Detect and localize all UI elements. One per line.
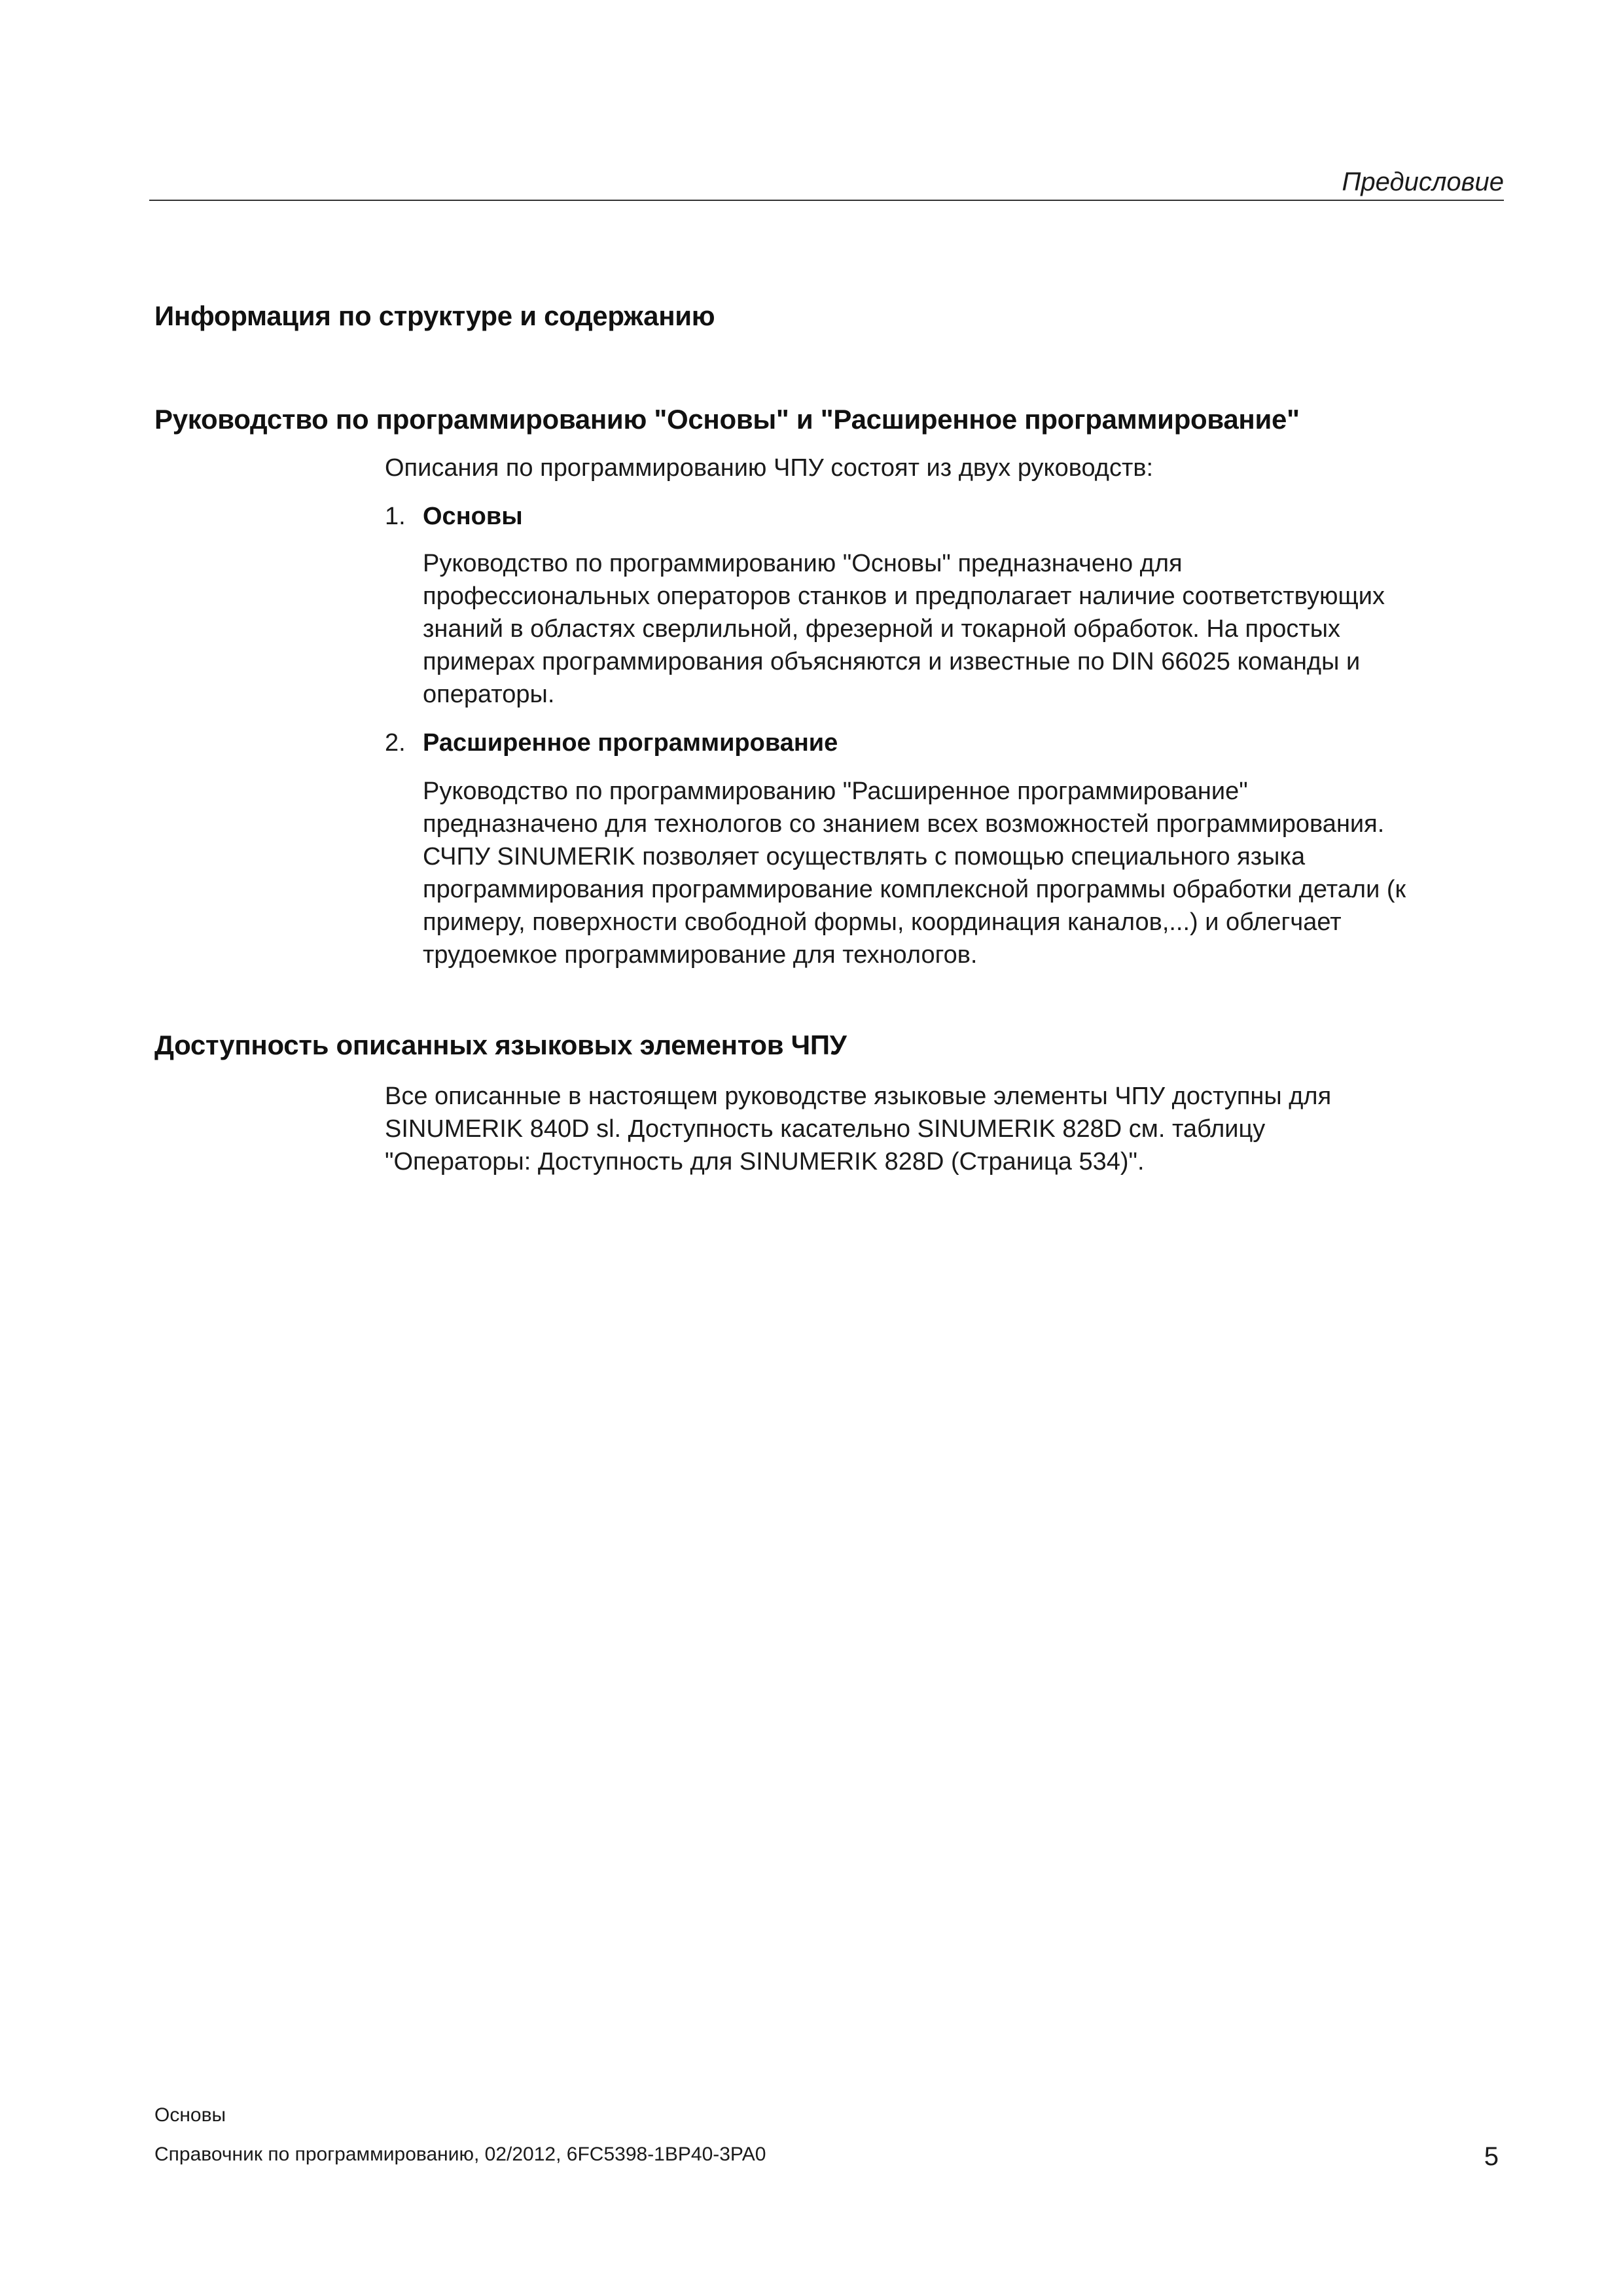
body-line: программирования программирование комплексной программы обработки детали (к [423, 876, 1406, 903]
body-line: примеру, поверхности свободной формы, координация каналов,...) и облегчает [423, 908, 1342, 936]
body-line: СЧПУ SINUMERIK позволяет осуществлять с помощью специального языка [423, 843, 1306, 870]
running-header: Предисловие [1342, 168, 1504, 196]
list-item-title-advanced: Расширенное программирование [423, 729, 838, 757]
body-line: знаний в областях сверлильной, фрезерной и токарной обработок. На простых [423, 615, 1341, 643]
body-line: предназначено для технологов со знанием всех возможностей программирования. [423, 810, 1385, 838]
body-line: трудоемкое программирование для технологов. [423, 941, 978, 969]
body-line: Руководство по программированию "Расширенное программирование" [423, 778, 1248, 805]
body-line: примерах программирования объясняются и известные по DIN 66025 команды и [423, 648, 1361, 675]
header-rule [149, 200, 1504, 201]
body-line: операторы. [423, 681, 555, 708]
footer-doc-info: Справочник по программированию, 02/2012, 6FC5398-1BP40-3PA0 [154, 2144, 766, 2165]
page-number: 5 [1484, 2142, 1499, 2171]
section-heading-availability: Доступность описанных языковых элементов ЧПУ [154, 1030, 847, 1060]
body-line: Все описанные в настоящем руководстве языковые элементы ЧПУ доступны для [385, 1083, 1332, 1110]
guides-intro-text: Описания по программированию ЧПУ состоят из двух руководств: [385, 454, 1154, 482]
body-line: SINUMERIK 840D sl. Доступность касательно SINUMERIK 828D см. таблицу [385, 1115, 1266, 1143]
list-item-body-basics [423, 547, 1385, 711]
list-item-body-advanced [423, 775, 1406, 971]
guides-intro [385, 452, 1153, 484]
body-line: "Операторы: Доступность для SINUMERIK 828D (Страница 534)". [385, 1148, 1145, 1175]
list-item-title-basics: Основы [423, 503, 523, 530]
body-line: профессиональных операторов станков и предполагает наличие соответствующих [423, 583, 1385, 610]
section-heading-structure: Информация по структуре и содержанию [154, 300, 715, 331]
list-item-number-1: 1. [385, 503, 406, 530]
footer-book-title: Основы [154, 2104, 226, 2126]
section-heading-guides: Руководство по программированию "Основы" и "Расширенное программирование" [154, 404, 1300, 435]
availability-body [385, 1080, 1331, 1178]
list-item-number-2: 2. [385, 729, 406, 757]
body-line: Руководство по программированию "Основы" предназначено для [423, 550, 1183, 577]
